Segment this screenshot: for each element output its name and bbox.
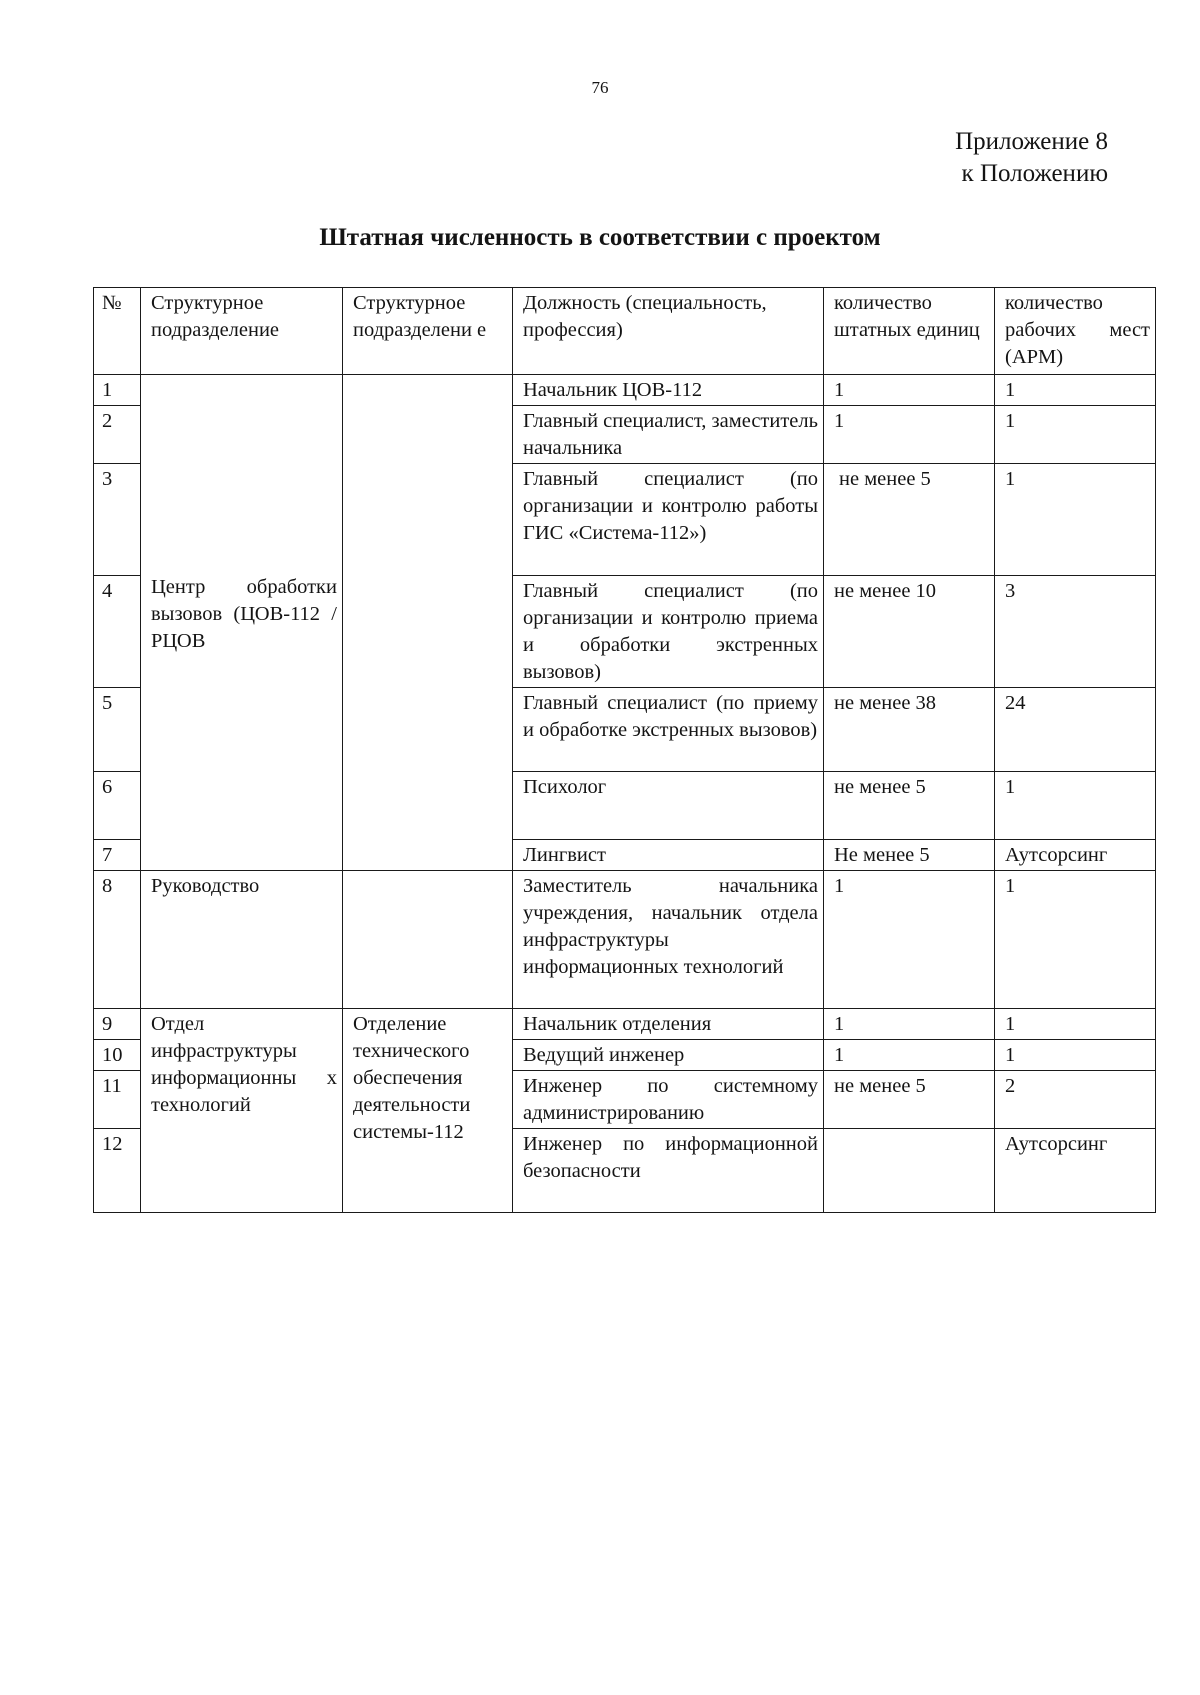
staff-units-cell: не менее 38	[824, 688, 995, 772]
subunit-tech-support: Отделение технического обеспечения деятельности системы-112	[343, 1009, 513, 1213]
staff-units-cell: 1	[824, 406, 995, 464]
group-it-department: Отдел инфраструктуры информационны х технологий	[141, 1009, 343, 1213]
position-cell: Ведущий инженер	[513, 1040, 824, 1071]
table-row	[94, 375, 1156, 406]
position-cell: Инженер по системному администрированию	[513, 1071, 824, 1129]
position-cell: Лингвист	[513, 840, 824, 871]
position-cell: Главный специалист (по организации и контролю работы ГИС «Система-112»)	[513, 464, 824, 576]
workplaces-cell: 1	[995, 406, 1156, 464]
staff-units-cell: не менее 5	[824, 464, 995, 576]
header-number: №	[94, 288, 141, 375]
appendix-line-1: Приложение 8	[955, 128, 1108, 155]
header-position: Должность (специальность, профессия)	[513, 288, 824, 375]
position-cell: Начальник отделения	[513, 1009, 824, 1040]
header-workplaces: количество рабочих мест (АРМ)	[995, 288, 1156, 375]
staff-units-cell: не менее 10	[824, 576, 995, 688]
staff-units-cell: не менее 5	[824, 772, 995, 840]
header-staff-units: количество штатных единиц	[824, 288, 995, 375]
row-number: 9	[94, 1009, 141, 1040]
workplaces-cell: 1	[995, 772, 1156, 840]
group-management: Руководство	[141, 871, 343, 1009]
position-cell: Начальник ЦОВ-112	[513, 375, 824, 406]
workplaces-cell: 1	[995, 1040, 1156, 1071]
position-cell: Главный специалист, заместитель начальника	[513, 406, 824, 464]
workplaces-cell: 2	[995, 1071, 1156, 1129]
position-cell: Психолог	[513, 772, 824, 840]
header-subunit: Структурное подразделени е	[343, 288, 513, 375]
row-number: 6	[94, 772, 141, 840]
row-number: 2	[94, 406, 141, 464]
row-number: 10	[94, 1040, 141, 1071]
workplaces-cell: 24	[995, 688, 1156, 772]
appendix-line-2: к Положению	[961, 160, 1108, 187]
workplaces-cell: 1	[995, 464, 1156, 576]
table-row	[94, 1009, 1156, 1040]
row-number: 12	[94, 1129, 141, 1213]
group-cov-label: Центр обработки вызовов (ЦОВ-112 /РЦОВ	[151, 575, 337, 652]
workplaces-cell: 1	[995, 871, 1156, 1009]
row-number: 8	[94, 871, 141, 1009]
workplaces-cell: 1	[995, 1009, 1156, 1040]
row-number: 1	[94, 375, 141, 406]
document-title: Штатная численность в соответствии с проектом	[319, 224, 881, 251]
staff-units-cell: 1	[824, 1040, 995, 1071]
position-cell: Заместитель начальника учреждения, начальник отдела инфраструктуры информационных технологий	[513, 871, 824, 1009]
staff-units-cell: 1	[824, 1009, 995, 1040]
staff-units-cell: Не менее 5	[824, 840, 995, 871]
position-cell: Главный специалист (по организации и контролю приема и обработки экстренных вызовов)	[513, 576, 824, 688]
appendix-reference	[955, 126, 1108, 190]
table-row	[94, 871, 1156, 1009]
row-number: 7	[94, 840, 141, 871]
table-header-row	[94, 288, 1156, 375]
page-number: 76	[591, 78, 609, 97]
workplaces-cell: Аутсорсинг	[995, 840, 1156, 871]
group-cov	[141, 375, 343, 871]
row-number: 11	[94, 1071, 141, 1129]
subunit-management-empty	[343, 871, 513, 1009]
staff-units-cell: 1	[824, 871, 995, 1009]
position-cell: Главный специалист (по приему и обработке экстренных вызовов)	[513, 688, 824, 772]
staff-units-cell	[824, 1129, 995, 1213]
staff-units-cell: 1	[824, 375, 995, 406]
workplaces-cell: Аутсорсинг	[995, 1129, 1156, 1213]
header-unit: Структурное подразделение	[141, 288, 343, 375]
staffing-table	[93, 287, 1156, 1213]
row-number: 4	[94, 576, 141, 688]
workplaces-cell: 3	[995, 576, 1156, 688]
position-cell: Инженер по информационной безопасности	[513, 1129, 824, 1213]
row-number: 5	[94, 688, 141, 772]
workplaces-cell: 1	[995, 375, 1156, 406]
row-number: 3	[94, 464, 141, 576]
staff-units-cell: не менее 5	[824, 1071, 995, 1129]
subunit-cov-empty	[343, 375, 513, 871]
